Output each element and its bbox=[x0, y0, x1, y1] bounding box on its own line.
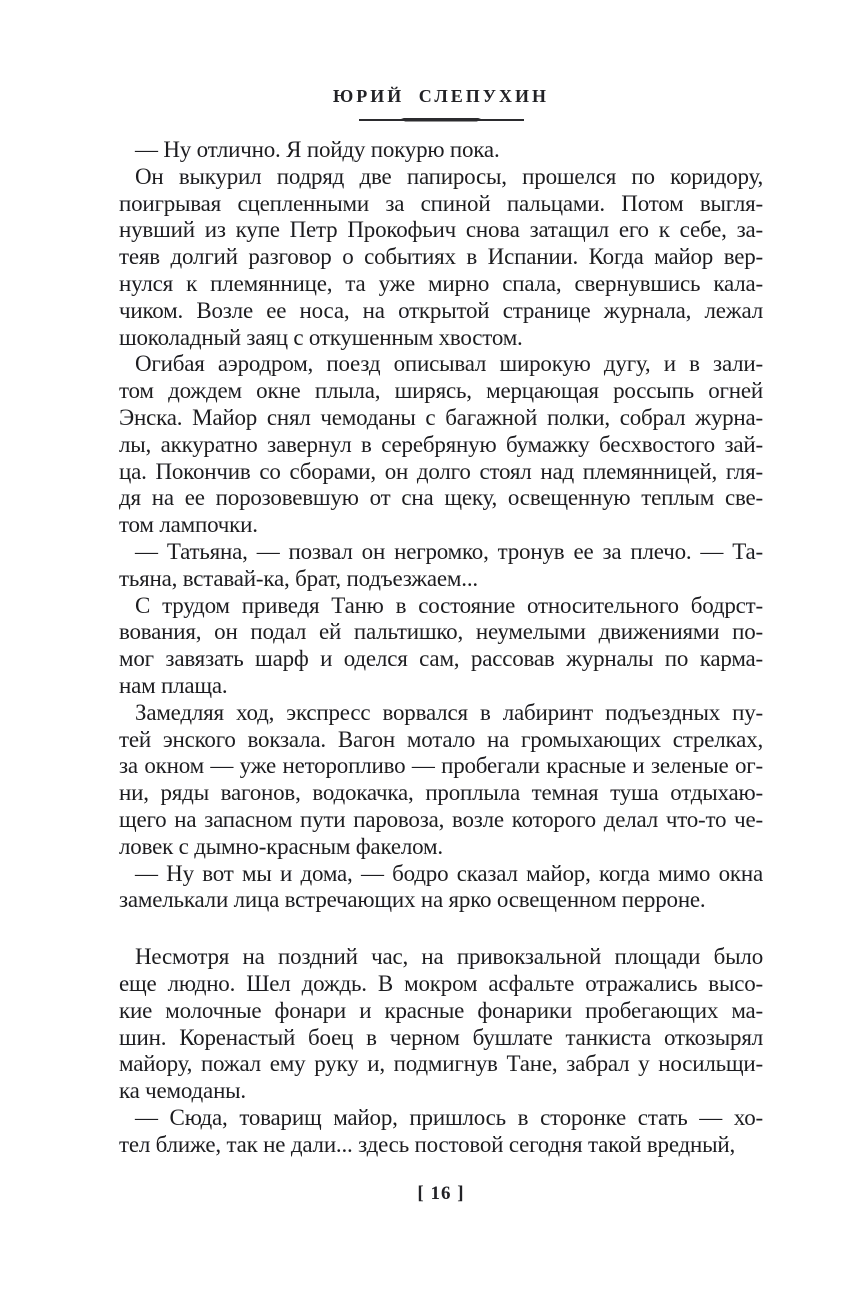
text-line: майору, пожал ему руку и, подмигнув Тане, забрал у носильщи- bbox=[119, 1051, 763, 1077]
content-column bbox=[119, 86, 763, 1204]
text-line: чиком. Возле ее носа, на открытой странице журнала, лежал bbox=[119, 297, 763, 323]
text-line: теяв долгий разговор о событиях в Испании. Когда майор вер- bbox=[119, 244, 763, 270]
text-line: том лампочки. bbox=[119, 512, 258, 538]
text-line: мог завязать шарф и оделся сам, рассовав журналы по карма- bbox=[119, 646, 763, 672]
text-line: ловек с дымно-красным факелом. bbox=[119, 833, 443, 859]
text-body bbox=[119, 137, 763, 1158]
text-line: Замедляя ход, экспресс ворвался в лабиринт подъездных пу- bbox=[135, 699, 763, 725]
text-line: Несмотря на поздний час, на привокзальной площади было bbox=[135, 944, 763, 970]
paragraph bbox=[119, 1105, 763, 1159]
text-line: щего на запасном пути паровоза, возле которого делал что-то че- bbox=[119, 806, 763, 832]
text-line: ни, ряды вагонов, водокачка, проплыла темная туша отдыхаю- bbox=[119, 780, 763, 806]
paragraph bbox=[119, 539, 763, 593]
text-line: дя на ее порозовевшую от сна щеку, освещенную теплым све- bbox=[119, 485, 763, 511]
text-line: ка чемоданы. bbox=[119, 1078, 246, 1104]
paragraph bbox=[119, 861, 763, 915]
page-footer bbox=[119, 1184, 763, 1204]
paragraph bbox=[119, 137, 763, 164]
paragraph bbox=[119, 164, 763, 352]
text-line: тел ближе, так не дали... здесь постовой сегодня такой вредный, bbox=[119, 1131, 736, 1157]
text-line: замелькали лица встречающих на ярко освещенном перроне. bbox=[119, 887, 706, 913]
text-line: ца. Покончив со сборами, он долго стоял над племянницей, гля- bbox=[119, 458, 763, 484]
text-line: нам плаща. bbox=[119, 672, 228, 698]
text-line: — Ну отлично. Я пойду покурю пока. bbox=[135, 137, 500, 162]
text-line: С трудом приведя Таню в состояние относительного бодрст- bbox=[135, 592, 763, 618]
running-head bbox=[119, 86, 763, 122]
text-line: вования, он подал ей пальтишко, неумелыми движениями по- bbox=[119, 619, 763, 645]
text-line: кие молочные фонари и красные фонарики пробегающих ма- bbox=[119, 997, 763, 1023]
running-header-author: ЮРИЙ СЛЕПУХИН bbox=[333, 86, 549, 106]
text-line: — Ну вот мы и дома, — бодро сказал майор, когда мимо окна bbox=[135, 860, 763, 886]
text-line: тей энского вокзала. Вагон мотало на громыхающих стрелках, bbox=[119, 726, 763, 752]
text-line: за окном — уже неторопливо — пробегали красные и зеленые ог- bbox=[119, 753, 763, 779]
section bbox=[119, 944, 763, 1158]
section bbox=[119, 137, 763, 914]
paragraph bbox=[119, 351, 763, 539]
text-line: — Сюда, товарищ майор, пришлось в сторонке стать — хо- bbox=[135, 1104, 763, 1130]
text-line: еще людно. Шел дождь. В мокром асфальте отражались высо- bbox=[119, 970, 763, 996]
paragraph bbox=[119, 593, 763, 700]
text-line: Он выкурил подряд две папиросы, прошелся по коридору, bbox=[135, 163, 763, 189]
paragraph bbox=[119, 700, 763, 861]
text-line: тьяна, вставай-ка, брат, подъезжаем... bbox=[119, 565, 478, 591]
text-line: шоколадный заяц с откушенным хвостом. bbox=[119, 324, 523, 350]
text-line: Огибая аэродром, поезд описывал широкую дугу, и в зали- bbox=[135, 351, 763, 377]
text-line: нулся к племяннице, та уже мирно спала, свернувшись кала- bbox=[119, 270, 763, 296]
paragraph bbox=[119, 944, 763, 1105]
text-line: поигрывая сцепленными за спиной пальцами. Потом выгля- bbox=[119, 190, 763, 216]
page-number: [ 16 ] bbox=[417, 1183, 465, 1205]
text-line: том дождем окне плыла, ширясь, мерцающая россыпь огней bbox=[119, 378, 763, 404]
text-line: — Татьяна, — позвал он негромко, тронув ее за плечо. — Та- bbox=[135, 538, 763, 564]
text-line: лы, аккуратно завернул в серебряную бумажку бесхвостого зай- bbox=[119, 431, 763, 457]
text-line: Энска. Майор снял чемоданы с багажной полки, собрал журна- bbox=[119, 404, 763, 430]
divider-ornament-icon bbox=[359, 117, 524, 122]
text-line: шин. Коренастый боец в черном бушлате танкиста откозырял bbox=[119, 1024, 763, 1050]
text-line: нувший из купе Петр Прокофьич снова затащил его к себе, за- bbox=[119, 217, 763, 243]
